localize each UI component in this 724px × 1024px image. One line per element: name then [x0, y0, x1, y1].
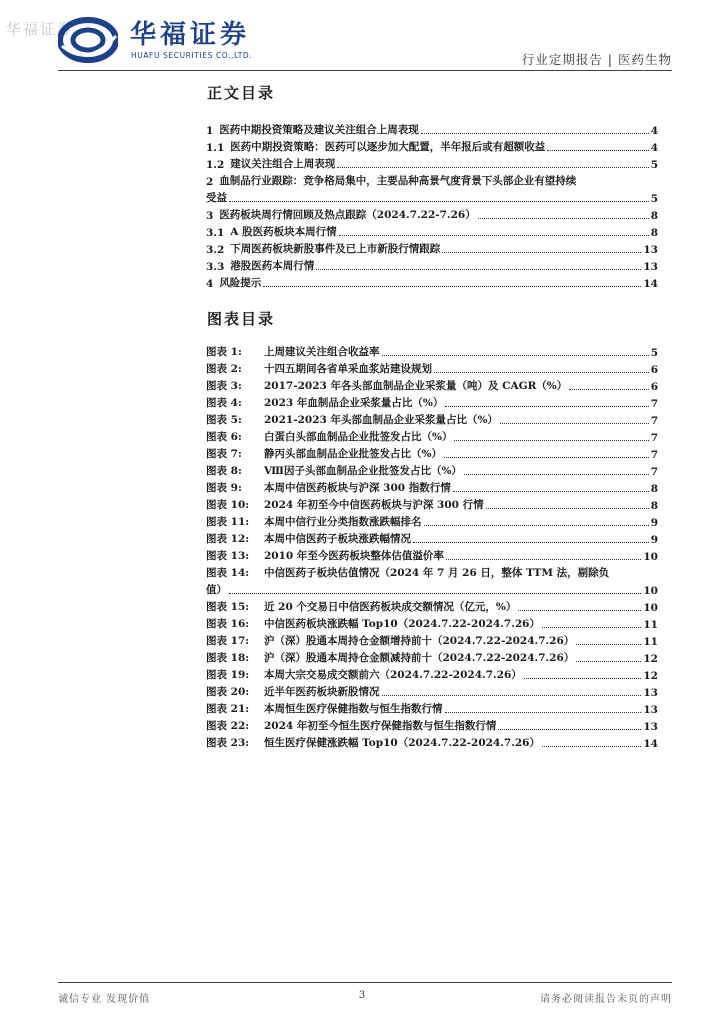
toc-item-text: 血制品行业跟踪：竞争格局集中，主要品种高景气度背景下头部企业有望持续 [219, 175, 577, 187]
toc-item-text: 港股医药本周行情 [230, 260, 315, 272]
figure-item[interactable] [206, 648, 658, 665]
figure-item-number: 图表 20: [206, 686, 250, 698]
toc-item[interactable] [206, 171, 658, 205]
figure-item-page: 6 [650, 364, 658, 376]
footer-disclaimer: 请务必阅读报告末页的声明 [540, 994, 672, 1005]
toc-item-page: 5 [650, 193, 658, 205]
figure-leader-dots [434, 372, 649, 373]
figure-leader-dots [518, 610, 641, 611]
figure-item-text-continued: 值） [206, 584, 227, 596]
report-type-label: 行业定期报告 | 医药生物 [521, 52, 672, 67]
figure-item-number: 图表 9: [206, 482, 242, 494]
figure-item[interactable] [206, 597, 658, 614]
figure-leader-dots [542, 746, 641, 747]
toc-item-page: 8 [650, 210, 658, 222]
toc-item-text: 医药板块周行情回顾及热点跟踪（2024.7.22-7.26） [219, 209, 476, 221]
toc-item-number: 1.2 [206, 159, 225, 171]
figure-item-page: 7 [650, 466, 658, 478]
figure-item-text: 2010 年至今医药板块整体估值溢价率 [264, 550, 444, 562]
figure-leader-dots [498, 729, 641, 730]
figure-leader-dots [446, 559, 641, 560]
logo-chinese-name: 华福证券 [130, 20, 251, 50]
figure-list-title: 图表目录 [207, 310, 276, 328]
figure-item-text: 近半年医药板块新股情况 [264, 686, 380, 698]
figure-item-text: 本周中信医药板块与沪深 300 指数行情 [264, 482, 451, 494]
figure-item[interactable] [206, 563, 658, 597]
figure-item-number: 图表 8: [206, 465, 242, 477]
figure-item-text: 白蛋白头部血制品企业批签发占比（%） [264, 431, 453, 443]
figure-leader-dots [445, 406, 648, 407]
figure-leader-dots [453, 491, 649, 492]
figure-item[interactable] [206, 495, 658, 512]
figure-item-text: 本周大宗交易成交额前六（2024.7.22-2024.7.26） [264, 669, 522, 681]
toc-item[interactable] [206, 222, 658, 239]
toc-item-page: 13 [643, 244, 658, 256]
figure-list [206, 342, 658, 750]
figure-item-number: 图表 1: [206, 346, 242, 358]
figure-item-text: Ⅷ因子头部血制品企业批签发占比（%） [264, 465, 462, 477]
figure-item-number: 图表 2: [206, 363, 242, 375]
figure-item[interactable] [206, 614, 658, 631]
header-divider [58, 70, 672, 71]
figure-item-text: 静丙头部血制品企业批签发占比（%） [264, 448, 442, 460]
toc-item-text: 医药中期投资策略：医药可以逐步加大配置，半年报后或有超额收益 [230, 141, 546, 153]
figure-item-text: 沪（深）股通本周持仓金额减持前十（2024.7.22-2024.7.26） [264, 652, 575, 664]
toc-item[interactable] [206, 273, 658, 290]
figure-item-text: 2024 年初至今恒生医疗保健指数与恒生指数行情 [264, 720, 497, 732]
toc-item-number: 1.1 [206, 142, 225, 154]
figure-item-number: 图表 21: [206, 703, 250, 715]
figure-item-number: 图表 3: [206, 380, 242, 392]
toc-item-number: 3 [206, 210, 214, 222]
figure-item-text: 2023 年血制品企业采浆量占比（%） [264, 397, 444, 409]
figure-leader-dots [500, 423, 649, 424]
figure-item-number: 图表 13: [206, 550, 250, 562]
toc-item[interactable] [206, 256, 658, 273]
figure-item-number: 图表 6: [206, 431, 242, 443]
figure-item[interactable] [206, 512, 658, 529]
footer-divider [58, 982, 672, 983]
figure-leader-dots [486, 508, 649, 509]
figure-leader-dots [229, 593, 641, 594]
figure-item-text: 本周中信行业分类指数涨跌幅排名 [264, 516, 422, 528]
figure-item-text: 上周建议关注组合收益率 [264, 346, 380, 358]
figure-item-number: 图表 18: [206, 652, 250, 664]
figure-item-page: 7 [650, 432, 658, 444]
figure-item-text: 恒生医疗保健涨跌幅 Top10（2024.7.22-2024.7.26） [264, 737, 540, 749]
figure-item-page: 10 [643, 551, 658, 563]
figure-leader-dots [382, 355, 649, 356]
figure-item-text: 十四五期间各省单采血浆站建设规划 [264, 363, 432, 375]
figure-item-page: 8 [650, 500, 658, 512]
logo-english-name: HUAFU SECURITIES CO.,LTD. [131, 51, 253, 60]
figure-item-text: 沪（深）股通本周持仓金额增持前十（2024.7.22-2024.7.26） [264, 635, 575, 647]
toc-leader-dots [478, 218, 649, 219]
figure-leader-dots [454, 440, 648, 441]
toc-item-text: 下周医药板块新股事件及已上市新股行情跟踪 [230, 243, 441, 255]
figure-item-text: 中信医药板块涨跌幅 Top10（2024.7.22-2024.7.26） [264, 618, 540, 630]
toc-leader-dots [337, 167, 648, 168]
figure-leader-dots [524, 678, 642, 679]
figure-item-page: 10 [643, 602, 658, 614]
figure-leader-dots [413, 542, 649, 543]
figure-item[interactable] [206, 529, 658, 546]
toc-item-page: 4 [650, 125, 658, 137]
toc-item-page: 8 [650, 227, 658, 239]
figure-item-number: 图表 14: [206, 567, 250, 579]
toc-item-number: 3.2 [206, 244, 225, 256]
toc-item-page: 14 [643, 278, 658, 290]
figure-item-page: 10 [643, 585, 658, 597]
figure-leader-dots [576, 661, 641, 662]
figure-leader-dots [464, 474, 649, 475]
figure-item[interactable] [206, 546, 658, 563]
toc-item-text: 建议关注组合上周表现 [230, 158, 336, 170]
figure-item-page: 7 [650, 415, 658, 427]
toc-leader-dots [547, 150, 648, 151]
toc-item[interactable] [206, 205, 658, 222]
figure-leader-dots [445, 712, 642, 713]
figure-item-text: 本周中信医药子板块涨跌幅情况 [264, 533, 411, 545]
page-number: 3 [358, 990, 366, 1001]
toc-leader-dots [421, 133, 649, 134]
figure-item[interactable] [206, 410, 658, 427]
figure-item-number: 图表 22: [206, 720, 250, 732]
figure-item-page: 11 [643, 619, 658, 631]
figure-item[interactable] [206, 716, 658, 733]
toc-title: 正文目录 [207, 84, 276, 102]
figure-item-page: 7 [650, 398, 658, 410]
figure-leader-dots [542, 627, 641, 628]
figure-item[interactable] [206, 478, 658, 495]
figure-item[interactable] [206, 393, 658, 410]
toc-leader-dots [263, 286, 641, 287]
toc-item[interactable] [206, 154, 658, 171]
figure-item[interactable] [206, 461, 658, 478]
toc-item-page: 5 [650, 159, 658, 171]
figure-item[interactable] [206, 427, 658, 444]
figure-item-number: 图表 4: [206, 397, 242, 409]
toc-leader-dots [442, 252, 641, 253]
toc-list [206, 120, 658, 290]
figure-item-page: 14 [643, 738, 658, 750]
figure-item-number: 图表 17: [206, 635, 250, 647]
company-logo [58, 14, 278, 70]
figure-item-page: 12 [643, 670, 658, 682]
figure-item-number: 图表 12: [206, 533, 250, 545]
figure-item[interactable] [206, 376, 658, 393]
figure-item-page: 8 [650, 483, 658, 495]
toc-item-text: 风险提示 [219, 277, 262, 289]
footer-slogan: 诚信专业 发现价值 [58, 994, 151, 1005]
figure-item-page: 7 [650, 449, 658, 461]
figure-item-text: 2024 年初至今中信医药板块与沪深 300 行情 [264, 499, 484, 511]
figure-item-text: 近 20 个交易日中信医药板块成交额情况（亿元，%） [264, 601, 517, 613]
toc-item-number: 2 [206, 176, 214, 188]
watermark-text: 华福证券 [6, 20, 75, 38]
figure-leader-dots [444, 457, 649, 458]
figure-item-text: 2017-2023 年各头部血制品企业采浆量（吨）及 CAGR（%） [264, 380, 568, 392]
figure-leader-dots [382, 695, 642, 696]
figure-item-page: 6 [650, 381, 658, 393]
figure-item-page: 13 [643, 721, 658, 733]
figure-item-number: 图表 5: [206, 414, 242, 426]
figure-item[interactable] [206, 631, 658, 648]
figure-item-page: 5 [650, 347, 658, 359]
toc-leader-dots [229, 201, 649, 202]
figure-item[interactable] [206, 682, 658, 699]
toc-item[interactable] [206, 120, 658, 137]
figure-item-page: 13 [643, 687, 658, 699]
toc-item-number: 1 [206, 125, 214, 137]
figure-item-page: 12 [643, 653, 658, 665]
figure-item[interactable] [206, 444, 658, 461]
toc-item[interactable] [206, 137, 658, 154]
figure-item[interactable] [206, 359, 658, 376]
figure-item-text: 本周恒生医疗保健指数与恒生指数行情 [264, 703, 443, 715]
figure-leader-dots [424, 525, 649, 526]
figure-item[interactable] [206, 342, 658, 359]
figure-item-page: 11 [643, 636, 658, 648]
toc-leader-dots [316, 269, 641, 270]
toc-item-page: 4 [650, 142, 658, 154]
logo-swirl-icon [58, 16, 118, 64]
figure-item-number: 图表 23: [206, 737, 250, 749]
toc-item-text: A 股医药板块本周行情 [230, 226, 337, 238]
figure-item-page: 9 [650, 534, 658, 546]
figure-item-number: 图表 19: [206, 669, 250, 681]
figure-item-text: 2021-2023 年头部血制品企业采浆量占比（%） [264, 414, 498, 426]
figure-item[interactable] [206, 733, 658, 750]
figure-leader-dots [569, 389, 648, 390]
toc-item[interactable] [206, 239, 658, 256]
toc-item-number: 3.3 [206, 261, 225, 273]
figure-item-page: 13 [643, 704, 658, 716]
toc-item-number: 4 [206, 278, 214, 290]
figure-item-number: 图表 15: [206, 601, 250, 613]
figure-item-number: 图表 7: [206, 448, 242, 460]
figure-item[interactable] [206, 665, 658, 682]
figure-leader-dots [576, 644, 641, 645]
toc-item-page: 13 [643, 261, 658, 273]
toc-leader-dots [339, 235, 649, 236]
toc-item-number: 3.1 [206, 227, 225, 239]
figure-item-number: 图表 11: [206, 516, 250, 528]
figure-item-number: 图表 10: [206, 499, 250, 511]
figure-item-number: 图表 16: [206, 618, 250, 630]
figure-item[interactable] [206, 699, 658, 716]
toc-item-text-continued: 受益 [206, 192, 227, 204]
figure-item-page: 9 [650, 517, 658, 529]
figure-item-text: 中信医药子板块估值情况（2024 年 7 月 26 日，整体 TTM 法，剔除负 [264, 567, 610, 579]
toc-item-text: 医药中期投资策略及建议关注组合上周表现 [219, 124, 419, 136]
